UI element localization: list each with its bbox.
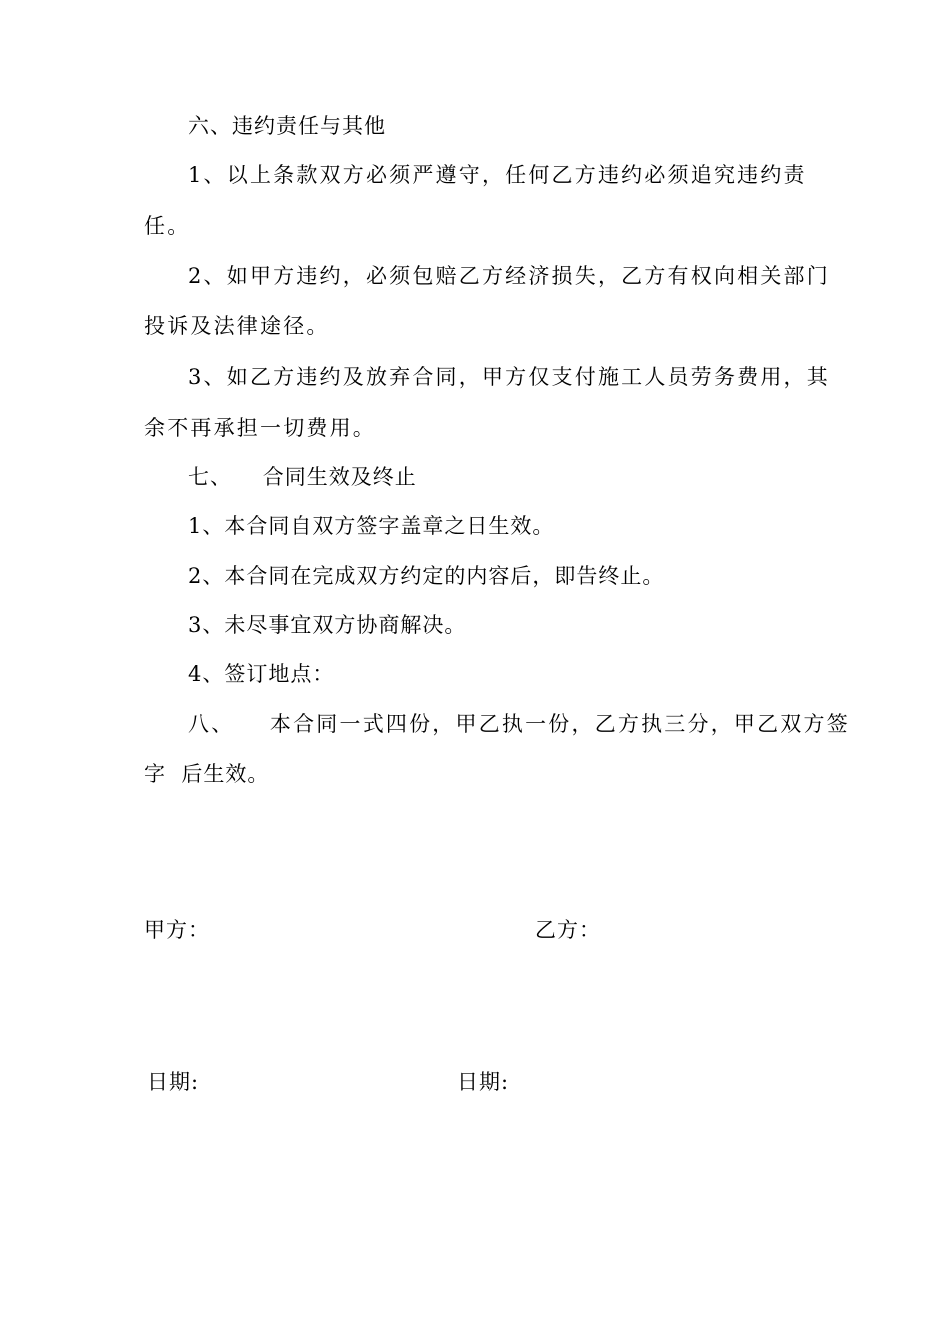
date-a-label: 日期: (147, 1070, 200, 1094)
section-7-item-3: 3、未尽事宜双方协商解决。 (188, 613, 467, 637)
section-7-item-2: 2、本合同在完成双方约定的内容后，即告终止。 (188, 564, 665, 588)
section-6-item-3-line-1: 3、如乙方违约及放弃合同，甲方仅支付施工人员劳务费用，其 (188, 365, 830, 389)
section-7-heading: 七、 合同生效及终止 (188, 465, 417, 489)
party-a-label: 甲方： (144, 918, 210, 942)
section-6-item-1-line-2: 任。 (144, 214, 191, 238)
date-b-label: 日期: (457, 1070, 510, 1094)
section-6-item-2-line-1: 2、如甲方违约，必须包赔乙方经济损失，乙方有权向相关部门 (188, 264, 830, 288)
party-b-label: 乙方： (535, 918, 601, 942)
section-6-item-3-line-2: 余不再承担一切费用。 (144, 416, 376, 440)
section-7-item-4: 4、签订地点： (188, 662, 335, 686)
section-6-item-2-line-2: 投诉及法律途径。 (144, 314, 330, 338)
section-8-line-1: 八、 本合同一式四份，甲乙执一份，乙方执三分，甲乙双方签 (188, 712, 850, 736)
section-6-heading: 六、违约责任与其他 (188, 114, 386, 138)
section-6-item-1-line-1: 1、以上条款双方必须严遵守，任何乙方违约必须追究违约责 (188, 163, 807, 187)
section-8-line-2: 字 后生效。 (144, 762, 270, 786)
section-7-item-1: 1、本合同自双方签字盖章之日生效。 (188, 514, 555, 538)
